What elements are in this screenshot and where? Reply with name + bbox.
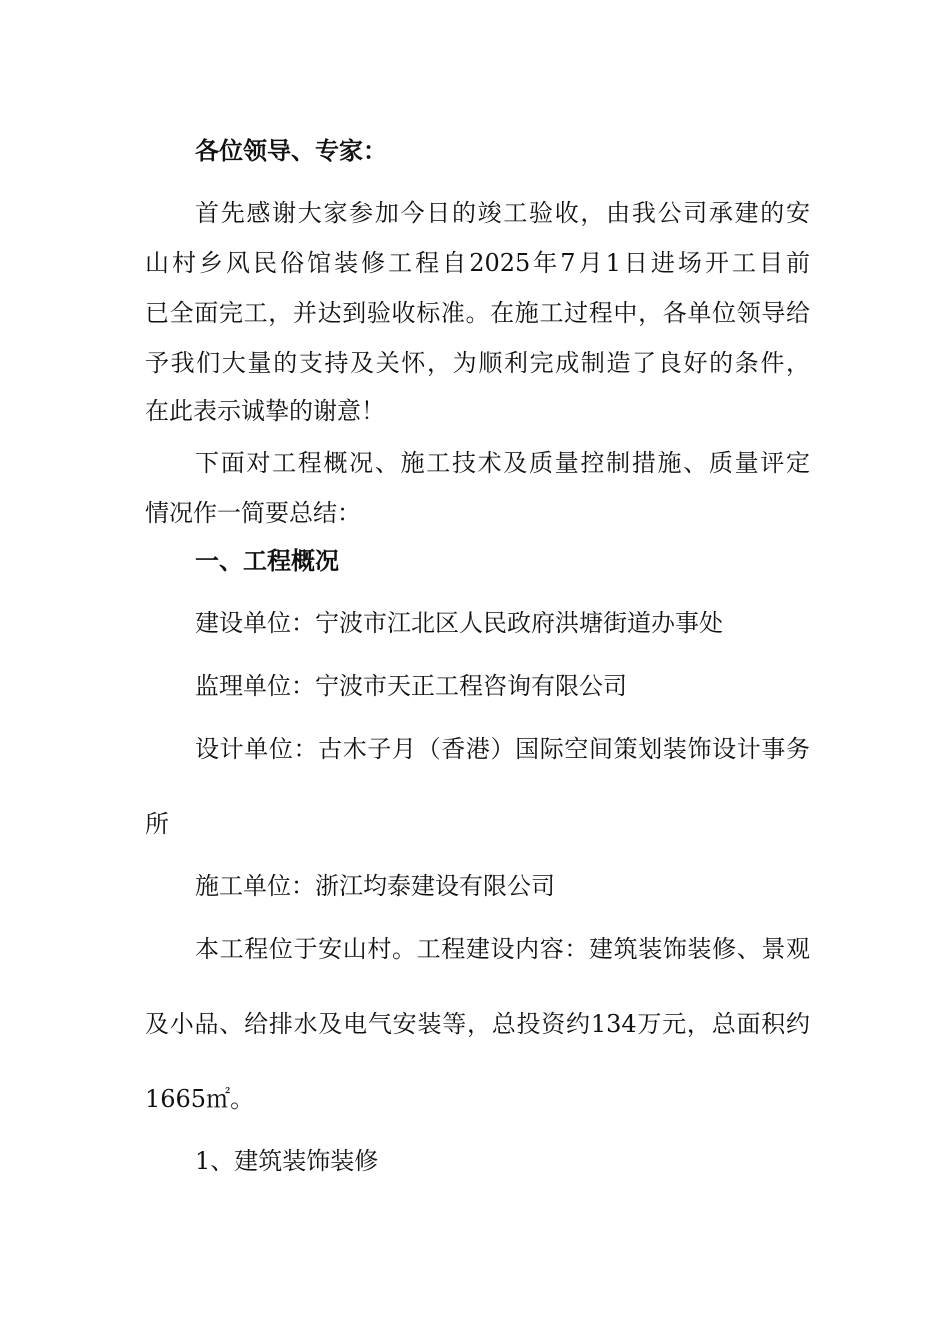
intro-line-4: 予我们大量的支持及关怀，为顺利完成制造了良好的条件， [145,349,810,377]
intro-line-2: 山村乡风民俗馆装修工程自2025年7月1日进场开工目前 [145,249,810,277]
subsection-building-decoration: 1、建筑装饰装修 [195,1147,379,1175]
summary-intro-line-2: 情况作一简要总结： [145,499,361,527]
scope-line-2: 及小品、给排水及电气安装等，总投资约134万元，总面积约 [145,1010,810,1038]
intro-line-3: 已全面完工，并达到验收标准。在施工过程中，各单位领导给 [145,299,810,327]
intro-line-5: 在此表示诚挚的谢意！ [145,397,385,425]
salutation: 各位领导、专家： [195,136,387,165]
section-heading-project-overview: 一、工程概况 [195,546,339,575]
summary-intro-line-1: 下面对工程概况、施工技术及质量控制措施、质量评定 [195,449,810,477]
contractor-unit: 施工单位：浙江均泰建设有限公司 [195,872,555,900]
supervision-unit: 监理单位：宁波市天正工程咨询有限公司 [195,672,627,700]
scope-line-3: 1665㎡。 [145,1085,255,1113]
scope-line-1: 本工程位于安山村。工程建设内容：建筑装饰装修、景观 [195,935,810,963]
design-unit-line-1: 设计单位：古木子月（香港）国际空间策划装饰设计事务 [195,735,810,763]
intro-line-1: 首先感谢大家参加今日的竣工验收，由我公司承建的安 [195,199,810,227]
construction-owner-unit: 建设单位：宁波市江北区人民政府洪塘街道办事处 [195,609,723,637]
design-unit-line-2: 所 [145,810,169,838]
